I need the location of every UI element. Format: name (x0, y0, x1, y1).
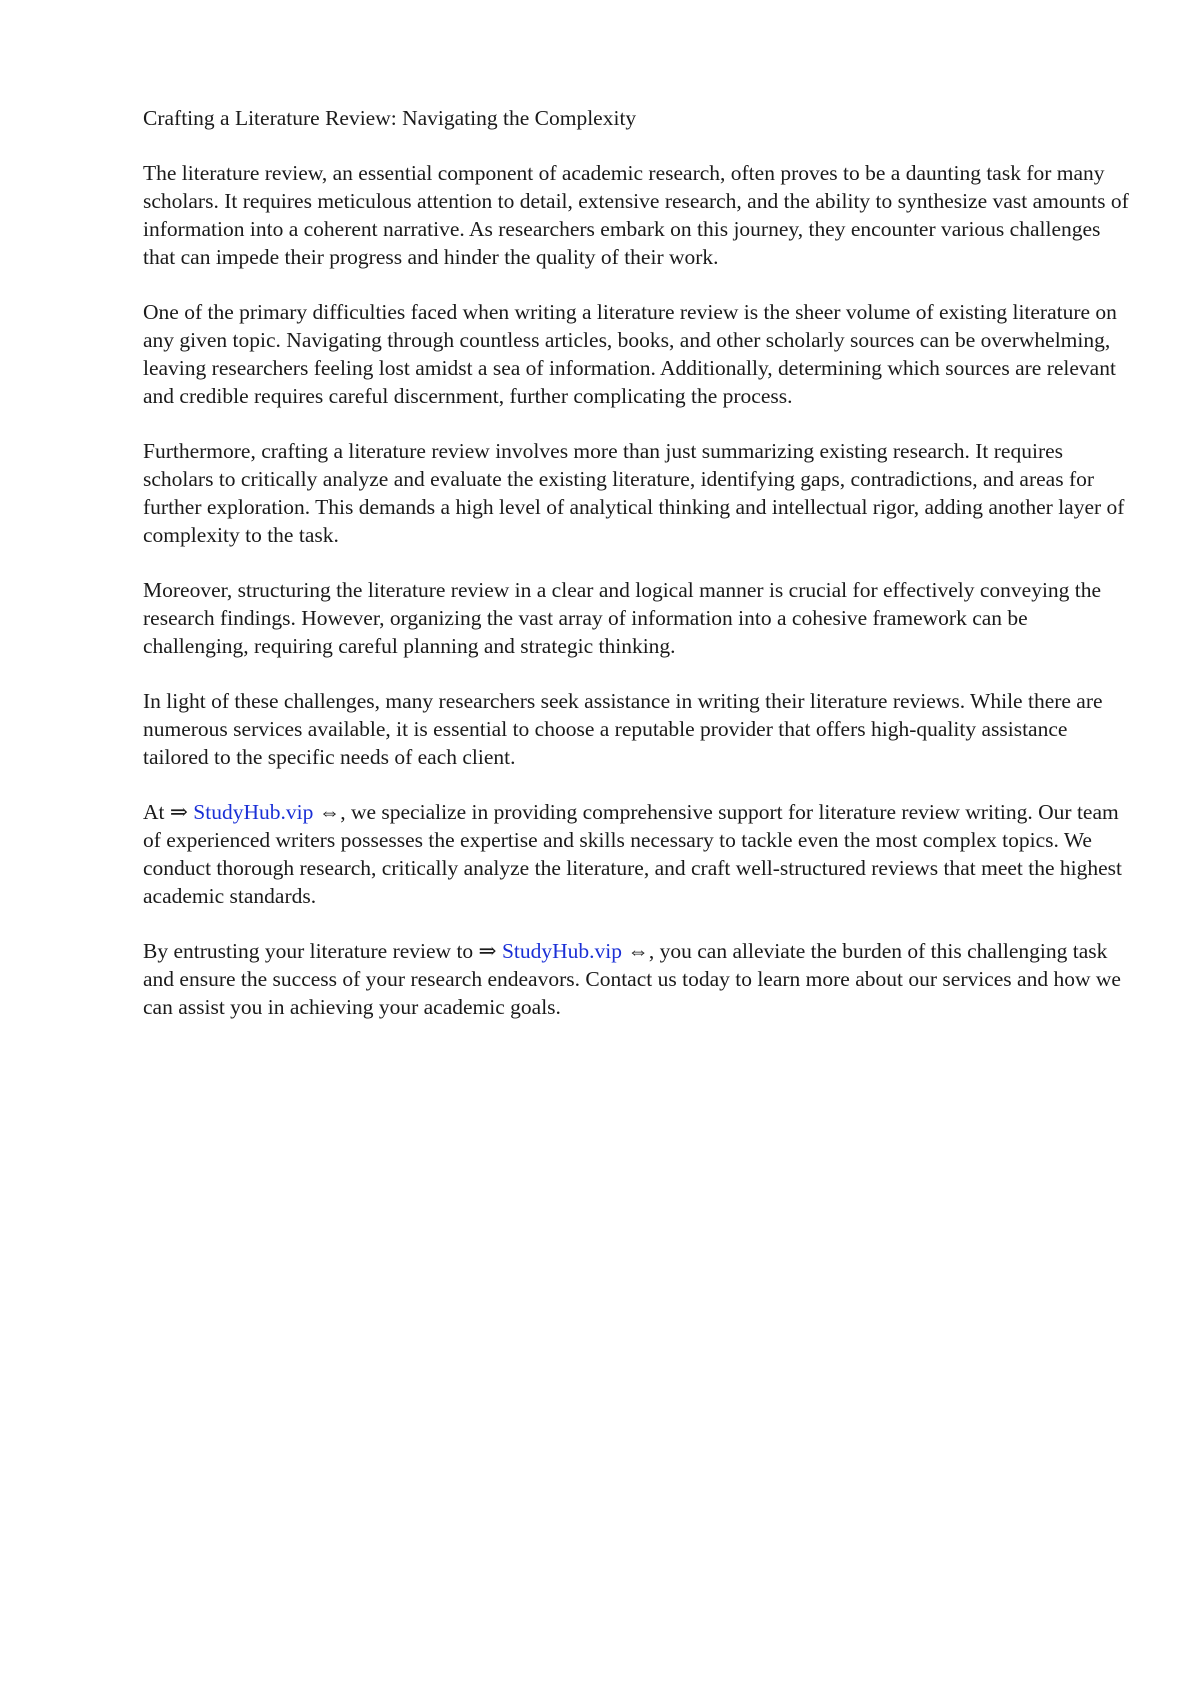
studyhub-link-closing[interactable]: StudyHub.vip (501, 939, 623, 963)
paragraph-analysis: Furthermore, crafting a literature review involves more than just summarizing existing research. It requires scholars to critically analyze and evaluate the existing literature, identifying gaps, contradictions, and areas for further exploration. This demands a high level of analytical thinking and intellectual rigor, adding another layer of complexity to the task. (143, 439, 1125, 547)
closing-text-before: By entrusting your literature review to ⇒ (143, 939, 502, 963)
paragraph-intro: The literature review, an essential component of academic research, often proves to be a daunting task for many scholars. It requires meticulous attention to detail, extensive research, and the ability to synthesize vast amounts of information into a coherent narrative. As researchers embark on this journey, they encounter various challenges that can impede their progress and hinder the quality of their work. (143, 161, 1129, 269)
promo-text-after: ⇔, we specialize in providing comprehensive support for literature review writing. Our team of experienced writers possesses the expertise and skills necessary to tackle even the most complex topics. We conduct thorough research, critically analyze the literature, and craft well-structured reviews that meet the highest academic standards. (143, 800, 1123, 908)
paragraph-promo (143, 798, 1133, 910)
document-title: Crafting a Literature Review: Navigating the Complexity (143, 106, 637, 130)
studyhub-link[interactable]: StudyHub.vip (193, 800, 314, 824)
paragraph-structure: Moreover, structuring the literature review in a clear and logical manner is crucial for effectively conveying the research findings. However, organizing the vast array of information into a cohesive framework can be challenging, requiring careful planning and strategic thinking. (143, 578, 1102, 658)
paragraph-assistance: In light of these challenges, many researchers seek assistance in writing their literature reviews. While there are numerous services available, it is essential to choose a reputable provider that offers high-quality assistance tailored to the specific needs of each client. (143, 689, 1103, 769)
paragraph-difficulties: One of the primary difficulties faced when writing a literature review is the sheer volume of existing literature on any given topic. Navigating through countless articles, books, and other scholarly sources can be overwhelming, leaving researchers feeling lost amidst a sea of information. Additionally, determining which sources are relevant and credible requires careful discernment, further complicating the process. (143, 300, 1117, 408)
document-body (143, 104, 1133, 1048)
promo-text-before: At ⇒ (143, 800, 194, 824)
closing-text-after: ⇔, you can alleviate the burden of this challenging task and ensure the success of your research endeavors. Contact us today to learn more about our services and how we can assist you in achieving your academic goals. (143, 939, 1121, 1019)
paragraph-closing (143, 937, 1133, 1021)
